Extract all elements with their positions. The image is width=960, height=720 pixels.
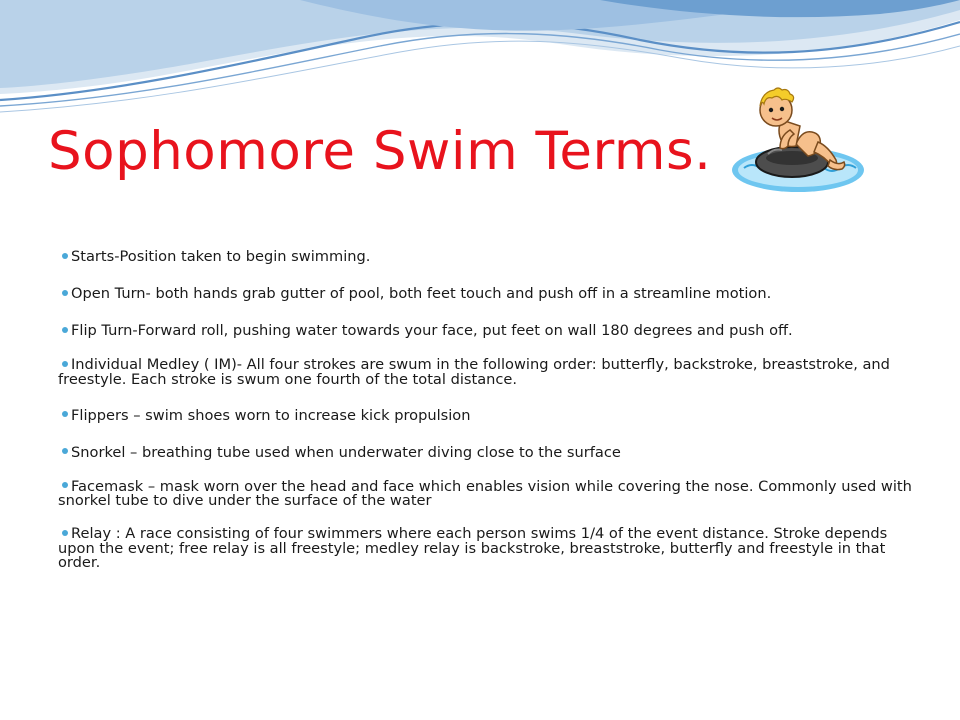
bullet-icon bbox=[62, 253, 68, 259]
term-text: Facemask – mask worn over the head and face which enables vision while covering the nose. Commonly used with snorkel tube to dive under the surface of the water bbox=[58, 477, 912, 509]
bullet-icon bbox=[62, 411, 68, 417]
term-individual-medley bbox=[58, 358, 918, 387]
term-text: Individual Medley ( IM)- All four strokes are swum in the following order: butterfly, backstroke, breaststroke, and freestyle. Each stroke is swum one fourth of the total distance. bbox=[58, 356, 890, 388]
term-text: Starts-Position taken to begin swimming. bbox=[71, 248, 371, 265]
slide-title: Sophomore Swim Terms. bbox=[48, 121, 712, 182]
bullet-icon bbox=[62, 448, 68, 454]
term-starts bbox=[58, 247, 918, 266]
bullet-icon bbox=[62, 327, 68, 333]
bullet-icon bbox=[62, 361, 68, 367]
term-relay bbox=[58, 527, 918, 571]
term-snorkel bbox=[58, 443, 918, 462]
term-flippers bbox=[58, 406, 918, 425]
bullet-icon bbox=[62, 482, 68, 488]
term-text: Flippers – swim shoes worn to increase kick propulsion bbox=[71, 406, 471, 424]
term-text: Snorkel – breathing tube used when underwater diving close to the surface bbox=[71, 443, 621, 461]
term-flip-turn bbox=[58, 321, 918, 340]
term-text: Open Turn- both hands grab gutter of pool, both feet touch and push off in a streamline motion. bbox=[71, 285, 772, 302]
bullet-icon bbox=[62, 290, 68, 296]
term-open-turn bbox=[58, 284, 918, 303]
bullet-icon bbox=[62, 530, 68, 536]
term-text: Relay : A race consisting of four swimmers where each person swims 1/4 of the event distance. Stroke depends upon the event; free relay is all freestyle; medley relay is backstroke, breaststroke, butterfly and freestyle in that order. bbox=[58, 525, 888, 571]
term-text: Flip Turn-Forward roll, pushing water towards your face, put feet on wall 180 degrees and push off. bbox=[71, 322, 793, 339]
child-on-inner-tube-clipart bbox=[730, 86, 866, 198]
swim-terms-list bbox=[58, 247, 918, 589]
term-facemask bbox=[58, 477, 918, 509]
